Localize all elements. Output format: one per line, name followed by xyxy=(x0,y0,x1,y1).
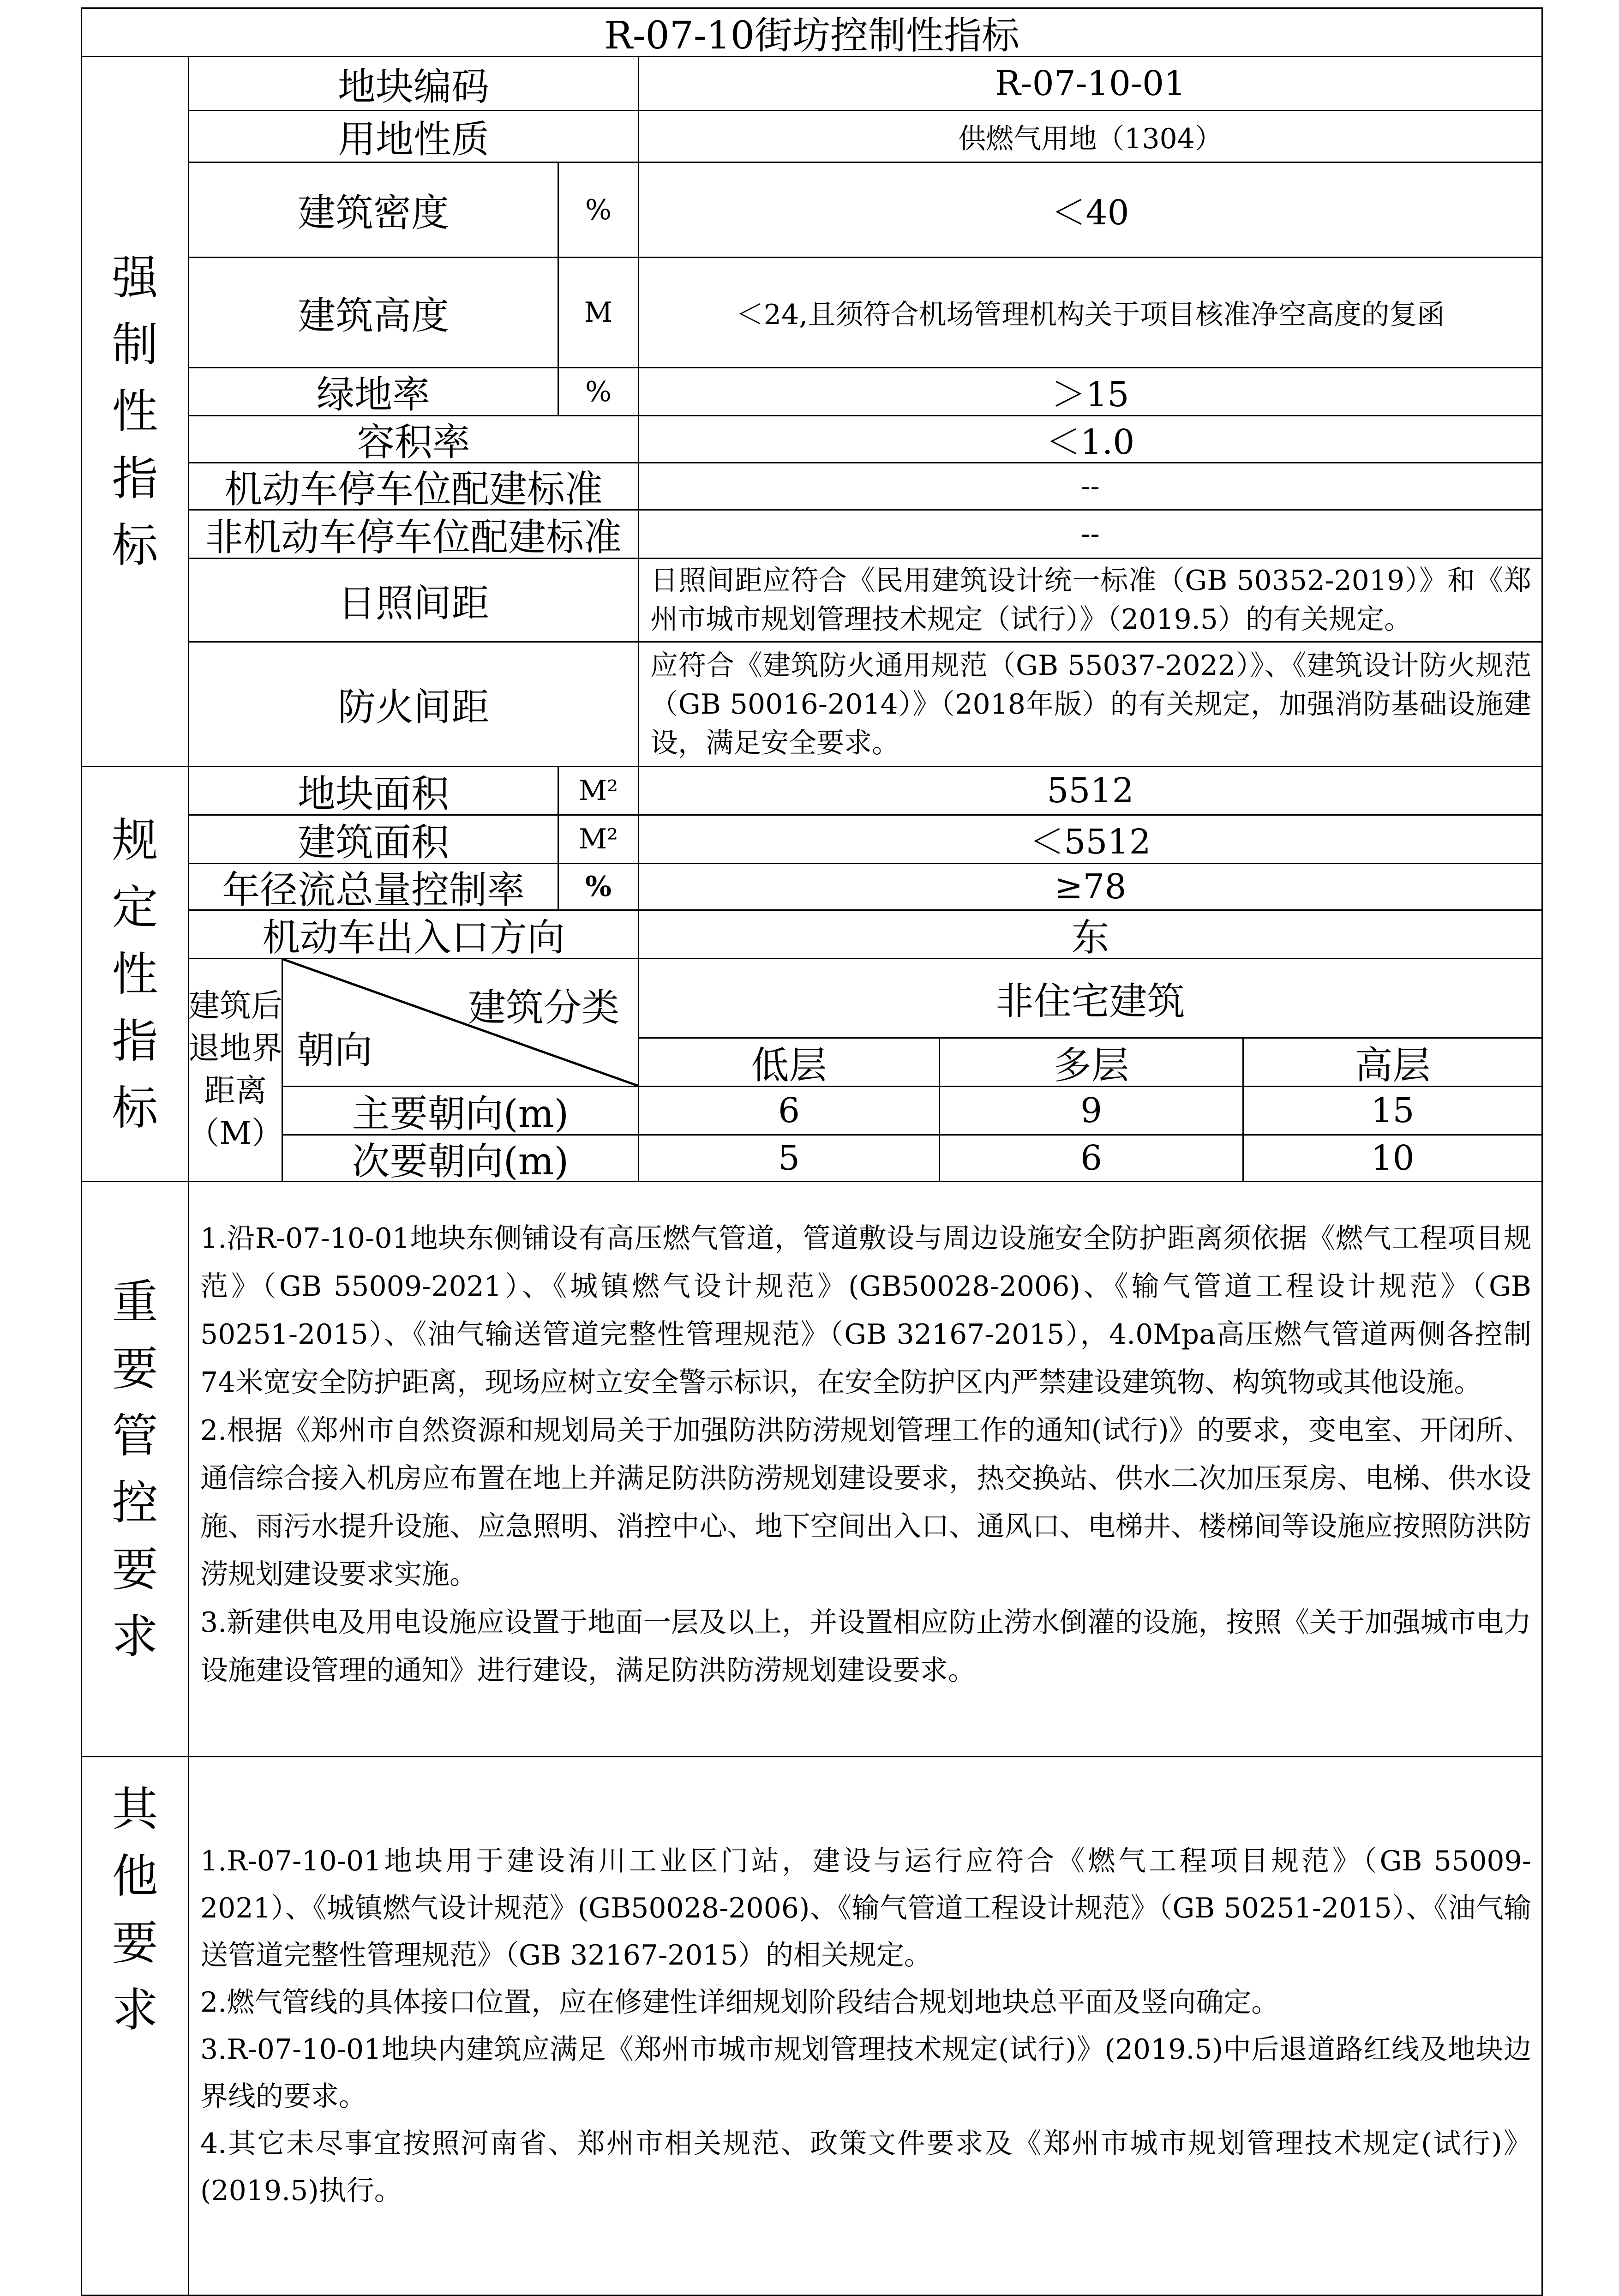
other-item: 2.燃气管线的具体接口位置，应在修建性详细规划阶段结合规划地块总平面及竖向确定。 xyxy=(200,1986,1279,2019)
row-label: 绿地率 xyxy=(188,367,559,416)
diagonal-header-cell xyxy=(282,958,639,1087)
row-value: 应符合《建筑防火通用规范（GB 55037-2022）》、《建筑设计防火规范（GB 50016-2014）》（2018年版）的有关规定，加强消防基础设施建设，满足安全要求。 xyxy=(638,641,1543,767)
row-unit: M xyxy=(558,257,639,368)
row-label: 建筑密度 xyxy=(188,162,559,258)
table-title: R-07-10街坊控制性指标 xyxy=(81,7,1543,57)
row-value: ＜5512 xyxy=(638,814,1543,864)
setback-row-label: 次要朝向(m) xyxy=(282,1134,639,1182)
setback-value: 9 xyxy=(939,1086,1244,1136)
setback-value: 6 xyxy=(939,1134,1244,1182)
row-value: ＜24,且须符合机场管理机构关于项目核准净空高度的复函 xyxy=(638,257,1543,368)
building-type: 非住宅建筑 xyxy=(638,958,1543,1039)
column-header-mid: 多层 xyxy=(939,1037,1244,1087)
row-value: ＞15 xyxy=(638,367,1543,416)
setback-value: 5 xyxy=(638,1134,940,1182)
row-label: 建筑高度 xyxy=(188,257,559,368)
column-header-high: 高层 xyxy=(1242,1037,1543,1087)
row-label: 非机动车停车位配建标准 xyxy=(188,509,639,559)
setback-value: 6 xyxy=(638,1086,940,1136)
row-unit: M² xyxy=(558,766,639,816)
other-item: 4.其它未尽事宜按照河南省、郑州市相关规范、政策文件要求及《郑州市城市规划管理技术规定(试行)》(2019.5)执行。 xyxy=(200,2128,1531,2207)
row-label: 地块编码 xyxy=(188,56,639,111)
setback-row-label: 主要朝向(m) xyxy=(282,1086,639,1136)
row-value: ＜40 xyxy=(638,162,1543,258)
important-item: 2.根据《郑州市自然资源和规划局关于加强防洪防涝规划管理工作的通知(试行)》的要求，变电室、开闭所、通信综合接入机房应布置在地上并满足防洪防涝规划建设要求，热交换站、供水二次加压泵房、电梯、供水设施、雨污水提升设施、应急照明、消控中心、地下空间出入口、通风口、电梯井、楼梯间等设施应按照防洪防涝规划建设要求实施。 xyxy=(200,1414,1531,1591)
row-label: 地块面积 xyxy=(188,766,559,816)
section-label-mandatory: 强制性指标 xyxy=(81,56,189,767)
row-label: 年径流总量控制率 xyxy=(188,863,559,911)
section-label-important: 重要管控要求 xyxy=(81,1181,189,1757)
orientation-header: 朝向 xyxy=(297,1028,373,1072)
row-value: 供燃气用地（1304） xyxy=(638,110,1543,163)
section-label-other: 其他要求 xyxy=(81,1756,189,2296)
column-header-low: 低层 xyxy=(638,1037,940,1087)
row-value: ＜1.0 xyxy=(638,415,1543,463)
other-requirements xyxy=(188,1756,1543,2296)
category-header: 建筑分类 xyxy=(468,986,619,1030)
row-label: 机动车停车位配建标准 xyxy=(188,462,639,511)
row-label: 机动车出入口方向 xyxy=(188,909,639,959)
row-value: 东 xyxy=(638,909,1543,959)
row-unit: % xyxy=(558,863,639,911)
other-item: 3.R-07-10-01地块内建筑应满足《郑州市城市规划管理技术规定(试行)》(2019.5)中后退道路红线及地块边界线的要求。 xyxy=(200,2033,1531,2113)
setback-value: 10 xyxy=(1242,1134,1543,1182)
important-item: 1.沿R-07-10-01地块东侧铺设有高压燃气管道，管道敷设与周边设施安全防护距离须依据《燃气工程项目规范》（GB 55009-2021）、《城镇燃气设计规范》(GB50028-2006)、《输气管道工程设计规范》（GB 50251-2015）、《油气输送管道完整性管理规范》（GB 32167-2015），4.0Mpa高压燃气管道两侧各控制74米宽安全防护距离，现场应树立安全警示标识，在安全防护区内严禁建设建筑物、构筑物或其他设施。 xyxy=(200,1222,1531,1399)
other-item: 1.R-07-10-01地块用于建设洧川工业区门站，建设与运行应符合《燃气工程项目规范》（GB 55009-2021）、《城镇燃气设计规范》(GB50028-2006)、《输气管道工程设计规范》（GB 50251-2015）、《油气输送管道完整性管理规范》（GB 32167-2015）的相关规定。 xyxy=(200,1845,1531,1971)
row-value: -- xyxy=(638,509,1543,559)
row-value: 5512 xyxy=(638,766,1543,816)
row-value: -- xyxy=(638,462,1543,511)
row-unit: % xyxy=(558,367,639,416)
setback-value: 15 xyxy=(1242,1086,1543,1136)
row-label: 用地性质 xyxy=(188,110,639,163)
row-label: 防火间距 xyxy=(188,641,639,767)
row-value: R-07-10-01 xyxy=(638,56,1543,111)
row-value: ≥78 xyxy=(638,863,1543,911)
setback-label: 建筑后退地界距离（M） xyxy=(188,958,283,1182)
row-unit: M² xyxy=(558,814,639,864)
row-value: 日照间距应符合《民用建筑设计统一标准（GB 50352-2019）》和《郑州市城市规划管理技术规定（试行）》（2019.5）的有关规定。 xyxy=(638,558,1543,643)
row-label: 日照间距 xyxy=(188,558,639,643)
row-label: 建筑面积 xyxy=(188,814,559,864)
important-item: 3.新建供电及用电设施应设置于地面一层及以上，并设置相应防止涝水倒灌的设施，按照《关于加强城市电力设施建设管理的通知》进行建设，满足防洪防涝规划建设要求。 xyxy=(200,1606,1531,1687)
section-label-regulatory: 规定性指标 xyxy=(81,766,189,1182)
row-label: 容积率 xyxy=(188,415,639,463)
important-requirements xyxy=(188,1181,1543,1757)
row-unit: % xyxy=(558,162,639,258)
